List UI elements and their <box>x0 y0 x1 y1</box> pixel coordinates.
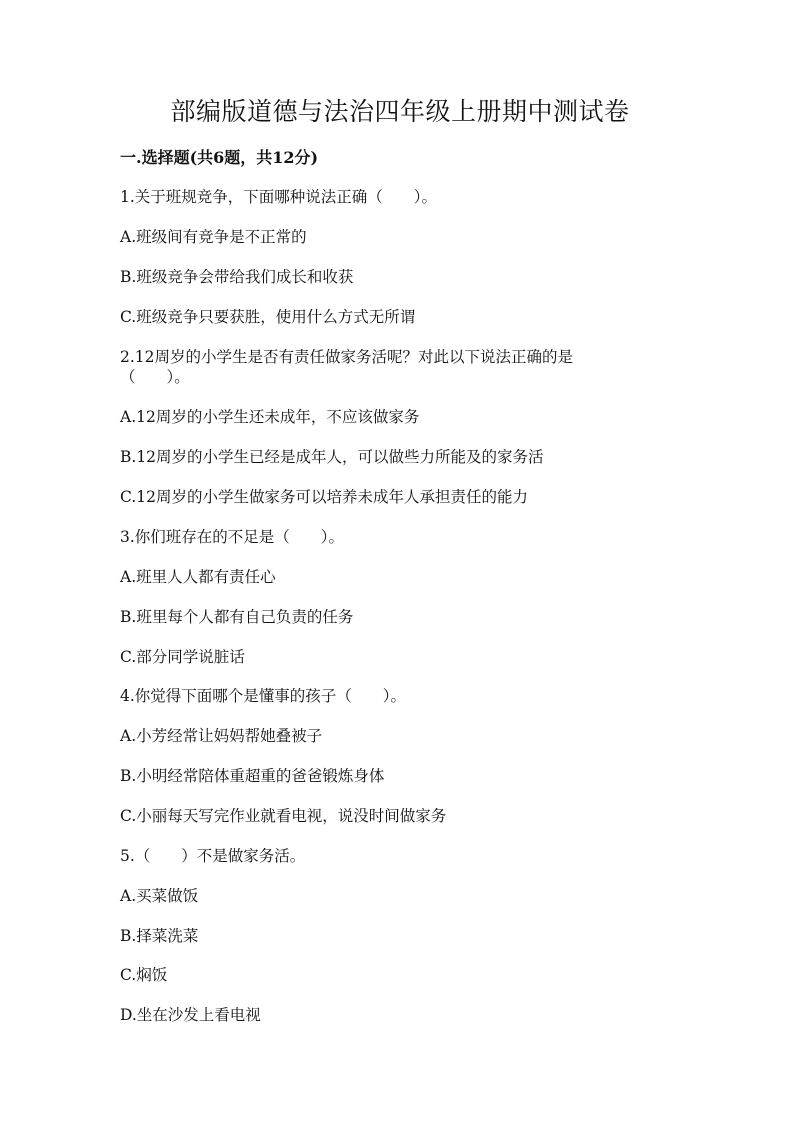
question-4-option-c: C.小丽每天写完作业就看电视，说没时间做家务 <box>120 807 447 825</box>
question-3-option-c: C.部分同学说脏话 <box>120 648 245 666</box>
question-1-stem: 1.关于班规竞争，下面哪种说法正确（ ）。 <box>120 188 438 206</box>
question-5-option-b: B.择菜洗菜 <box>120 927 199 945</box>
question-5-option-d: D.坐在沙发上看电视 <box>120 1006 261 1024</box>
question-2-option-b: B.12周岁的小学生已经是成年人，可以做些力所能及的家务活 <box>120 448 544 466</box>
question-2-option-a: A.12周岁的小学生还未成年，不应该做家务 <box>120 408 420 426</box>
question-1-option-a: A.班级间有竞争是不正常的 <box>120 228 307 246</box>
question-3-stem: 3.你们班存在的不足是（ ）。 <box>120 528 345 546</box>
question-3-option-b: B.班里每个人都有自己负责的任务 <box>120 608 354 626</box>
question-3-option-a: A.班里人人都有责任心 <box>120 568 276 586</box>
page-title: 部编版道德与法治四年级上册期中测试卷 <box>170 97 630 126</box>
question-4-stem: 4.你觉得下面哪个是懂事的孩子（ ）。 <box>120 687 407 705</box>
question-2-stem: 2.12周岁的小学生是否有责任做家务活呢？对此以下说法正确的是 <box>120 348 574 366</box>
question-1-option-b: B.班级竞争会带给我们成长和收获 <box>120 268 354 286</box>
question-1-option-c: C.班级竞争只要获胜，使用什么方式无所谓 <box>120 308 416 326</box>
question-4-option-b: B.小明经常陪体重超重的爸爸锻炼身体 <box>120 767 385 785</box>
question-5-option-a: A.买菜做饭 <box>120 887 199 905</box>
section-heading: 一.选择题(共6题，共12分) <box>120 148 319 167</box>
question-2-stem-continued: （ ）。 <box>120 368 190 386</box>
question-5-stem: 5.（ ）不是做家务活。 <box>120 847 306 865</box>
question-2-option-c: C.12周岁的小学生做家务可以培养未成年人承担责任的能力 <box>120 488 528 506</box>
question-5-option-c: C.焖饭 <box>120 966 168 984</box>
question-4-option-a: A.小芳经常让妈妈帮她叠被子 <box>120 727 323 745</box>
